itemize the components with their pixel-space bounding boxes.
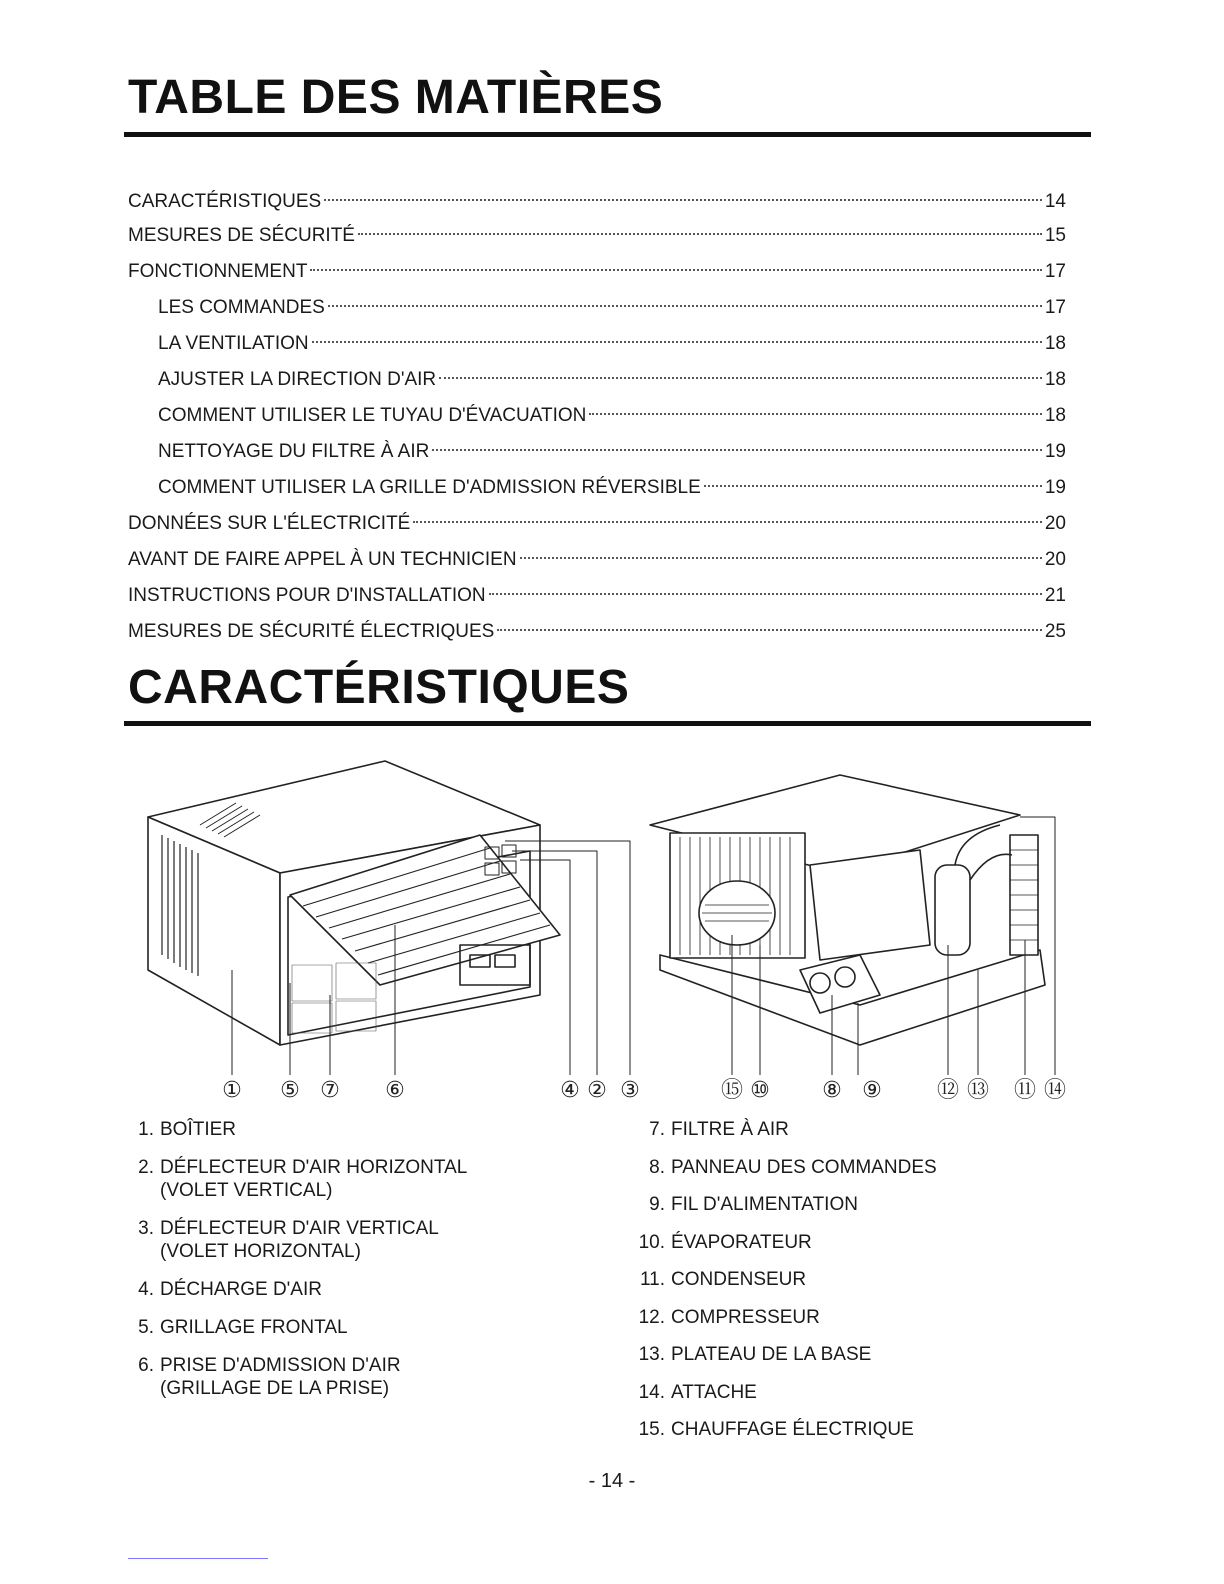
toc-entry[interactable] <box>128 254 1066 290</box>
part-label-note: (VOLET VERTICAL) <box>160 1180 333 1201</box>
toc-leader <box>312 341 1042 343</box>
part-number: 7. <box>649 1119 665 1140</box>
part-item <box>632 1381 937 1404</box>
part-item <box>127 1278 467 1301</box>
part-label: DÉFLECTEUR D'AIR VERTICAL <box>160 1218 439 1239</box>
toc-leader <box>324 199 1042 201</box>
toc-subentry[interactable] <box>128 398 1066 434</box>
toc-entry-page: 19 <box>1044 441 1066 462</box>
part-label: PRISE D'ADMISSION D'AIR <box>160 1355 401 1376</box>
toc-entry-title: MESURES DE SÉCURITÉ ÉLECTRIQUES <box>128 621 495 642</box>
toc-leader <box>704 485 1042 487</box>
toc-entry-page: 18 <box>1044 369 1066 390</box>
callout-1: ① <box>222 1078 242 1103</box>
part-label-note: (VOLET HORIZONTAL) <box>160 1241 361 1262</box>
part-item <box>127 1354 467 1400</box>
parts-list-left <box>127 1118 467 1415</box>
part-number: 8. <box>649 1156 665 1178</box>
toc-entry-page: 20 <box>1044 549 1066 570</box>
toc-entry[interactable] <box>128 578 1066 614</box>
toc-entry-title: DONNÉES SUR L'ÉLECTRICITÉ <box>128 513 411 534</box>
toc-entry[interactable] <box>128 218 1066 254</box>
callout-11: ⑪ <box>1013 1078 1037 1103</box>
toc-entry[interactable] <box>128 542 1066 578</box>
toc-entry-title: INSTRUCTIONS POUR D'INSTALLATION <box>128 585 486 606</box>
part-item <box>632 1268 937 1291</box>
part-item <box>632 1306 937 1329</box>
toc-divider <box>124 132 1091 137</box>
part-number: 15. <box>638 1419 665 1440</box>
part-label: COMPRESSEUR <box>671 1306 820 1328</box>
toc-entry-title: FONCTIONNEMENT <box>128 261 308 282</box>
part-item <box>632 1343 937 1366</box>
toc-entry-title: AJUSTER LA DIRECTION D'AIR <box>158 369 437 390</box>
toc-leader <box>497 629 1042 631</box>
callout-8: ⑧ <box>822 1078 842 1103</box>
air-conditioner-illustration <box>140 755 1100 1115</box>
toc-leader <box>432 449 1042 451</box>
toc-entry-page: 17 <box>1044 261 1066 282</box>
toc-entry-page: 20 <box>1044 513 1066 534</box>
toc-subentry[interactable] <box>128 470 1066 506</box>
toc-entry-page: 17 <box>1044 297 1066 318</box>
callout-10: ⑩ <box>750 1078 770 1103</box>
part-label: FIL D'ALIMENTATION <box>671 1194 858 1215</box>
toc-subentry[interactable] <box>128 326 1066 362</box>
toc-entry-page: 15 <box>1044 225 1066 246</box>
part-label: FILTRE À AIR <box>671 1119 789 1140</box>
callout-6: ⑥ <box>385 1078 405 1103</box>
page-number: - 14 - <box>588 1470 636 1492</box>
toc-heading: TABLE DES MATIÈRES <box>128 71 664 124</box>
callout-9: ⑨ <box>862 1078 882 1103</box>
toc-subentry[interactable] <box>128 290 1066 326</box>
toc-entry-title: CARACTÉRISTIQUES <box>128 191 322 212</box>
toc-list <box>128 186 1066 650</box>
part-label: CONDENSEUR <box>671 1269 807 1290</box>
front-unit-drawing <box>148 761 560 1045</box>
callout-2: ② <box>587 1078 607 1103</box>
part-item <box>632 1156 937 1179</box>
callout-13: ⑬ <box>966 1078 990 1103</box>
toc-entry-title: LES COMMANDES <box>158 297 325 318</box>
part-number: 10. <box>638 1231 665 1253</box>
part-label: ATTACHE <box>671 1381 757 1403</box>
toc-entry-page: 14 <box>1044 191 1066 212</box>
part-item <box>632 1231 937 1254</box>
toc-entry-page: 21 <box>1044 585 1066 606</box>
toc-leader <box>589 413 1041 415</box>
toc-entry-title: LA VENTILATION <box>158 333 309 354</box>
toc-entry-title: MESURES DE SÉCURITÉ <box>128 225 355 246</box>
parts-list-right <box>632 1118 937 1456</box>
toc-entry[interactable] <box>128 186 1066 218</box>
part-item <box>632 1118 937 1141</box>
callout-5: ⑤ <box>280 1078 300 1103</box>
toc-leader <box>413 521 1042 523</box>
part-item <box>127 1118 467 1141</box>
toc-entry-title: COMMENT UTILISER LA GRILLE D'ADMISSION RÉVERSIBLE <box>158 477 701 498</box>
toc-entry-page: 18 <box>1044 333 1066 354</box>
toc-subentry[interactable] <box>128 434 1066 470</box>
part-item <box>127 1156 467 1202</box>
part-label: PLATEAU DE LA BASE <box>671 1344 872 1365</box>
toc-subentry[interactable] <box>128 362 1066 398</box>
part-item <box>127 1217 467 1263</box>
toc-entry-page: 19 <box>1044 477 1066 498</box>
toc-entry-title: COMMENT UTILISER LE TUYAU D'ÉVACUATION <box>158 405 587 426</box>
part-number: 4. <box>138 1279 154 1300</box>
callout-12: ⑫ <box>936 1078 960 1103</box>
part-label: BOÎTIER <box>160 1119 237 1140</box>
toc-leader <box>328 305 1042 307</box>
callout-3: ③ <box>620 1078 640 1103</box>
part-number: 3. <box>138 1218 154 1239</box>
toc-leader <box>310 269 1041 271</box>
footer-rule <box>128 1558 268 1559</box>
part-number: 14. <box>638 1381 665 1403</box>
toc-entry-title: NETTOYAGE DU FILTRE À AIR <box>158 441 430 462</box>
toc-leader <box>489 593 1042 595</box>
toc-leader <box>358 233 1042 235</box>
part-number: 5. <box>138 1317 154 1338</box>
part-label: CHAUFFAGE ÉLECTRIQUE <box>671 1419 914 1440</box>
part-number: 1. <box>138 1119 154 1140</box>
part-item <box>632 1418 937 1441</box>
part-number: 2. <box>138 1157 154 1178</box>
part-label-note: (GRILLAGE DE LA PRISE) <box>160 1378 390 1399</box>
toc-entry[interactable] <box>128 614 1066 650</box>
features-divider <box>124 721 1091 726</box>
part-label: DÉCHARGE D'AIR <box>160 1279 322 1300</box>
callout-4: ④ <box>560 1078 580 1103</box>
part-number: 11. <box>639 1269 665 1290</box>
toc-entry[interactable] <box>128 506 1066 542</box>
part-label: ÉVAPORATEUR <box>671 1231 812 1253</box>
part-item <box>632 1193 937 1216</box>
part-number: 12. <box>638 1306 665 1328</box>
part-number: 13. <box>638 1344 665 1365</box>
back-unit-drawing <box>650 775 1045 1045</box>
part-number: 6. <box>138 1355 154 1376</box>
part-label: PANNEAU DES COMMANDES <box>671 1156 937 1178</box>
part-item <box>127 1316 467 1339</box>
features-heading: CARACTÉRISTIQUES <box>128 661 630 714</box>
part-label: DÉFLECTEUR D'AIR HORIZONTAL <box>160 1157 468 1178</box>
callout-14: ⑭ <box>1043 1078 1067 1103</box>
part-label: GRILLAGE FRONTAL <box>160 1317 348 1338</box>
toc-entry-title: AVANT DE FAIRE APPEL À UN TECHNICIEN <box>128 549 517 570</box>
callout-7: ⑦ <box>320 1078 340 1103</box>
part-number: 9. <box>649 1194 665 1215</box>
toc-entry-page: 25 <box>1044 621 1066 642</box>
callout-15: ⑮ <box>720 1078 744 1103</box>
toc-entry-page: 18 <box>1044 405 1066 426</box>
toc-leader <box>520 557 1042 559</box>
toc-leader <box>439 377 1042 379</box>
